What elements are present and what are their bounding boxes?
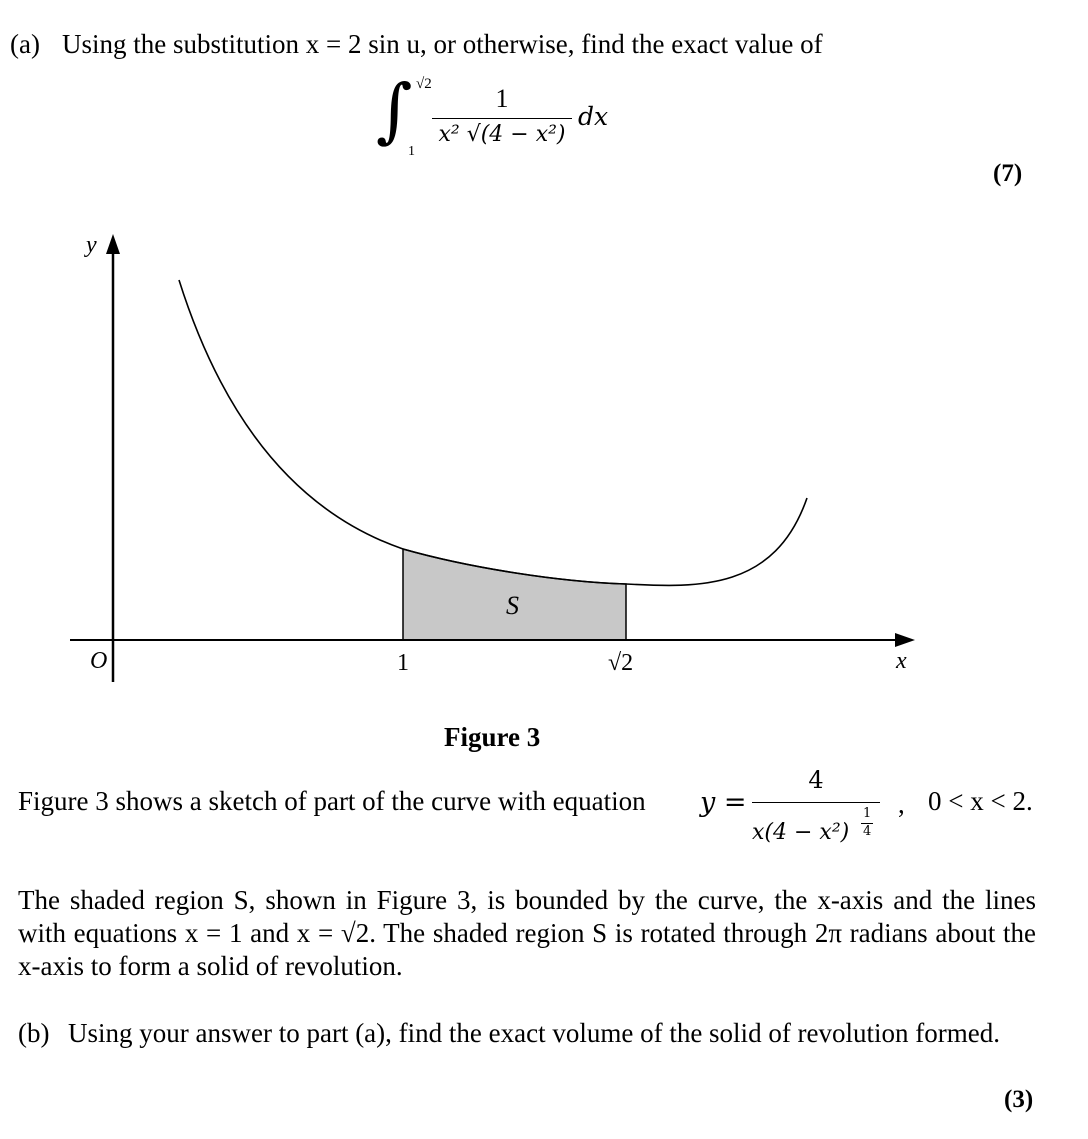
part-b-question: Using your answer to part (a), find the exact volume of the solid of revolution formed. [68, 1018, 1001, 1048]
equation-fraction-bar [752, 802, 880, 803]
x-axis-label: x [896, 648, 907, 674]
part-b-label: (b) [18, 1018, 50, 1048]
equation-numerator: 4 [808, 766, 824, 794]
fraction-bar [432, 118, 572, 119]
exponent-numerator: 1 [863, 806, 872, 821]
tick-label-sqrt2: √2 [608, 650, 634, 676]
integral-upper-limit: √2 [416, 76, 432, 92]
equation-denominator: x(4 − x²) [752, 820, 850, 845]
integral-expression [370, 69, 630, 164]
y-axis-label: y [86, 232, 97, 258]
equation-y: y = [700, 787, 747, 818]
region-label-s: S [506, 591, 519, 620]
integral-sign: ∫ [376, 69, 413, 151]
integral-numerator: 1 [495, 84, 509, 113]
tick-label-1: 1 [397, 650, 409, 676]
integral-lower-limit: 1 [408, 144, 415, 159]
part-a-label: (a) [10, 29, 40, 59]
equation-domain: 0 < x < 2. [928, 786, 1033, 816]
equation-fraction [752, 762, 880, 852]
y-axis-arrow-icon [106, 234, 120, 254]
integral-differential: dx [578, 102, 609, 131]
exponent-denominator: 4 [863, 824, 872, 839]
part-a-marks: (7) [993, 160, 1023, 187]
part-a-question: Using the substitution x = 2 sin u, or otherwise, find the exact value of [62, 29, 823, 59]
origin-label: O [90, 648, 108, 674]
description-prefix: Figure 3 shows a sketch of part of the curve with equation [18, 786, 646, 816]
x-axis-arrow-icon [895, 633, 915, 647]
region-description: The shaded region S, shown in Figure 3, is bounded by the curve, the x-axis and the lines with equations x = 1 and x = √2. The shaded region S is rotated through 2π radians about the x-axis to form a solid of revolution. [18, 885, 1036, 981]
equation-separator: , [898, 789, 905, 819]
figure-caption: Figure 3 [444, 722, 541, 752]
curve [179, 280, 807, 585]
figure-3 [0, 220, 1088, 700]
integral-denominator: x² √(4 − x²) [438, 122, 566, 147]
part-b-marks: (3) [1004, 1086, 1034, 1113]
